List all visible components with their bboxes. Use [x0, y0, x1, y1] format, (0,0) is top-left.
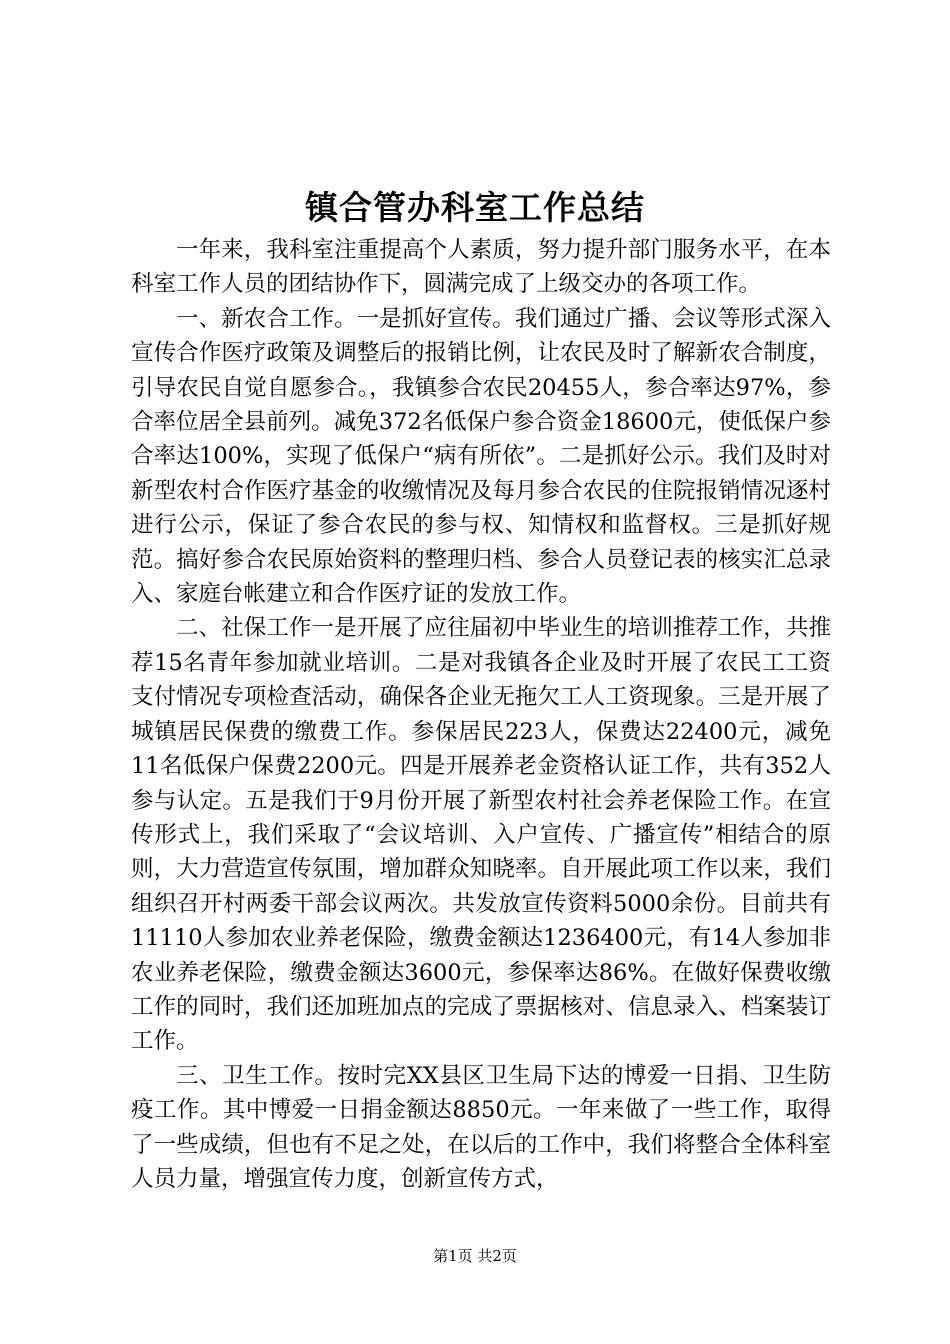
- paragraph-xinnonghe: 一、新农合工作。一是抓好宣传。我们通过广播、会议等形式深入宣传合作医疗政策及调整后的报销比例，让农民及时了解新农合制度，引导农民自觉自愿参合。，我镇参合农民20455人，参合率达97%，参合率位居全县前列。减免372名低保户参合资金18600元，使低保户参合率达100%，实现了低保户“病有所依”。二是抓好公示。我们及时对新型农村合作医疗基金的收缴情况及每月参合农民的住院报销情况逐村进行公示，保证了参合农民的参与权、知情权和监督权。三是抓好规范。搞好参合农民原始资料的整理归档、参合人员登记表的核实汇总录入、家庭台帐建立和合作医疗证的发放工作。: [131, 305, 831, 608]
- page-footer: 第1页 共2页: [433, 1247, 517, 1265]
- paragraph-intro: 一年来，我科室注重提高个人素质，努力提升部门服务水平，在本科室工作人员的团结协作下，圆满完成了上级交办的各项工作。: [131, 237, 831, 298]
- paragraph-shebao: 二、社保工作一是开展了应往届初中毕业生的培训推荐工作，共推荐15名青年参加就业培训。二是对我镇各企业及时开展了农民工工资支付情况专项检查活动，确保各企业无拖欠工人工资现象。三是开展了城镇居民保费的缴费工作。参保居民223人，保费达22400元，减免11名低保户保费2200元。四是开展养老金资格认证工作，共有352人参与认定。五是我们于9月份开展了新型农村社会养老保险工作。在宣传形式上，我们采取了“会议培训、入户宣传、广播宣传”相结合的原则，大力营造宣传氛围，增加群众知晓率。自开展此项工作以来，我们组织召开村两委干部会议两次。共发放宣传资料5000余份。目前共有11110人参加农业养老保险，缴费金额达1236400元，有14人参加非农业养老保险，缴费金额达3600元，参保率达86%。在做好保费收缴工作的同时，我们还加班加点的完成了票据核对、信息录入、档案装订工作。: [131, 615, 831, 1055]
- document-body: [131, 233, 831, 1196]
- document-title: 镇合管办科室工作总结: [305, 188, 645, 227]
- paragraph-weisheng: 三、卫生工作。按时完XX县区卫生局下达的博爱一日捐、卫生防疫工作。其中博爱一日捐金额达8850元。一年来做了一些工作，取得了一些成绩，但也有不足之处，在以后的工作中，我们将整合全体科室人员力量，增强宣传力度，创新宣传方式，: [131, 1062, 831, 1192]
